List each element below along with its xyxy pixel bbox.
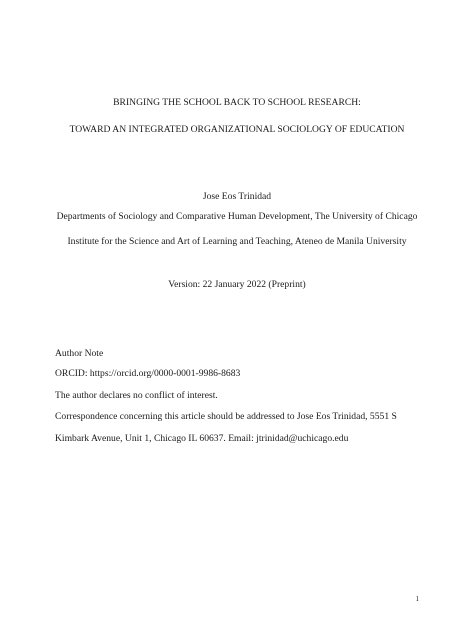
conflict-statement: The author declares no conflict of interest. [55,390,218,401]
author-name: Jose Eos Trinidad [202,191,272,202]
title-line-1: BRINGING THE SCHOOL BACK TO SCHOOL RESEARCH: [113,97,361,108]
title-line-2: TOWARD AN INTEGRATED ORGANIZATIONAL SOCIOLOGY OF EDUCATION [69,124,405,135]
correspondence-line-2: Kimbark Avenue, Unit 1, Chicago IL 60637. Email: jtrinidad@uchicago.edu [55,433,349,444]
affiliation-1: Departments of Sociology and Comparative Human Development, The University of Chicago [56,211,418,222]
author-note-heading: Author Note [55,348,104,359]
affiliation-2: Institute for the Science and Art of Learning and Teaching, Ateneo de Manila University [67,236,407,247]
orcid-line: ORCID: https://orcid.org/0000-0001-9986-8683 [55,368,241,379]
page-number: 1 [415,595,419,603]
correspondence-line-1: Correspondence concerning this article should be addressed to Jose Eos Trinidad, 5551 S [55,411,397,422]
version-line: Version: 22 January 2022 (Preprint) [168,279,306,290]
